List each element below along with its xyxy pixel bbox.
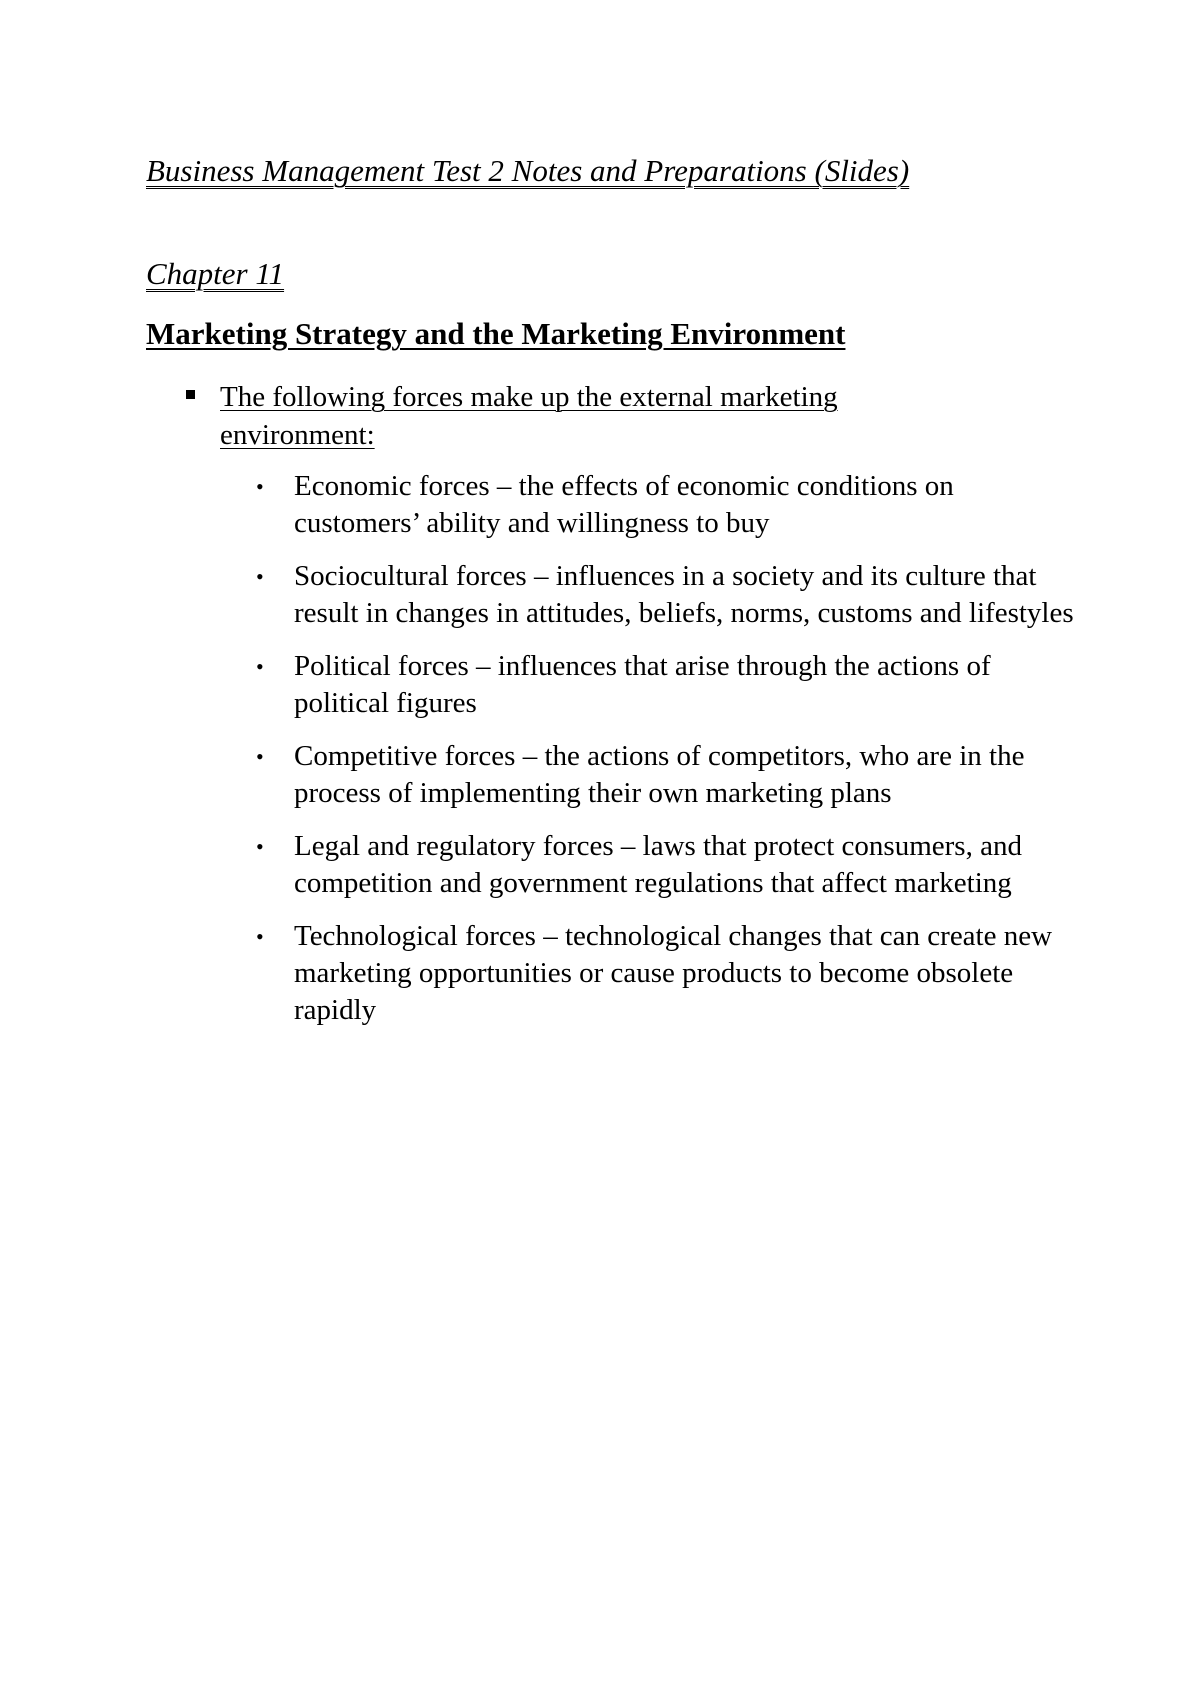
document-title: Business Management Test 2 Notes and Preparations (Slides) (146, 153, 910, 188)
section-heading: Marketing Strategy and the Marketing Environment (146, 316, 846, 351)
list-item (250, 648, 1080, 722)
intro-text: The following forces make up the external marketing environment: (220, 381, 838, 451)
bullet-icon: • (256, 474, 264, 499)
list-item (250, 468, 1080, 542)
forces-list (250, 468, 1080, 1045)
bullet-icon: • (256, 744, 264, 769)
intro-bullet (180, 378, 940, 454)
bullet-icon: • (256, 924, 264, 949)
bullet-icon: • (256, 654, 264, 679)
force-text: Sociocultural forces – influences in a society and its culture that result in changes in attitudes, beliefs, norms, customs and lifestyles (294, 560, 1074, 629)
bullet-icon: • (256, 564, 264, 589)
bullet-icon: • (256, 834, 264, 859)
force-text: Legal and regulatory forces – laws that protect consumers, and competition and government regulations that affect marketing (294, 830, 1022, 899)
chapter-heading: Chapter 11 (146, 256, 285, 291)
list-item (250, 738, 1080, 812)
square-bullet-icon (186, 390, 195, 399)
list-item (250, 918, 1080, 1029)
force-text: Technological forces – technological changes that can create new marketing opportunities or cause products to become obsolete rapidly (294, 920, 1053, 1026)
list-item (250, 558, 1080, 632)
force-text: Competitive forces – the actions of competitors, who are in the process of implementing their own marketing plans (294, 740, 1025, 809)
list-item (250, 828, 1080, 902)
force-text: Political forces – influences that arise through the actions of political figures (294, 650, 991, 719)
force-text: Economic forces – the effects of economic conditions on customers’ ability and willingness to buy (294, 470, 954, 539)
